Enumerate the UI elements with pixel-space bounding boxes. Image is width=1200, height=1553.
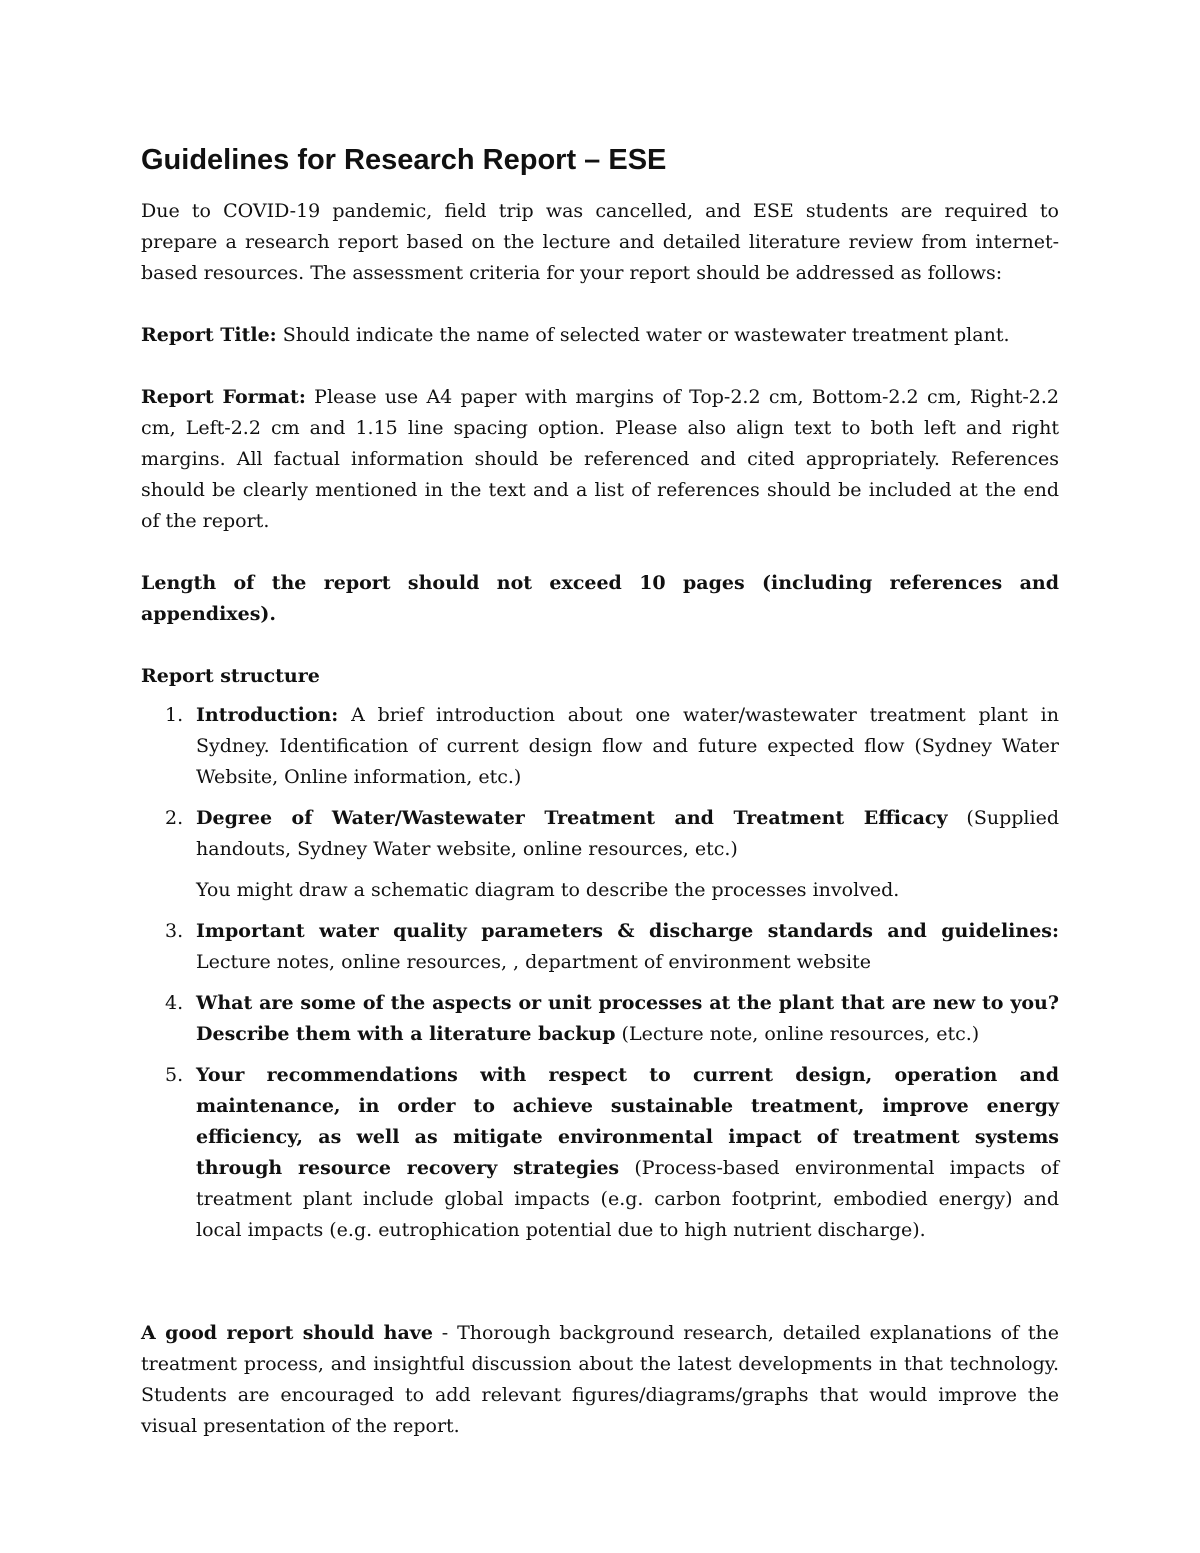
list-item-text: Lecture notes, online resources, , department of environment website [196, 951, 872, 973]
list-number: 4. [165, 992, 184, 1014]
list-item-bold: What are some of the aspects or unit processes at the plant that are new to you? Describe them with a literature backup [196, 992, 1059, 1045]
report-title-paragraph [141, 320, 1059, 351]
spacer [141, 537, 1059, 568]
good-report-label: A good report should have [141, 1322, 433, 1344]
list-number: 1. [165, 704, 184, 726]
list-item [141, 700, 1059, 793]
list-item-bold: Degree of Water/Wastewater Treatment and Treatment Efficacy [196, 807, 948, 829]
list-item [141, 1060, 1059, 1246]
structure-heading: Report structure [141, 665, 320, 687]
list-number: 3. [165, 920, 184, 942]
report-format-text: Please use A4 paper with margins of Top-2.2 cm, Bottom-2.2 cm, Right-2.2 cm, Left-2.2 cm and 1.15 line spacing option. Please also align text to both left and right margins. All factual information should be referenced and cited appropriately. References should be clearly mentioned in the text and a list of references should be included at the end of the report. [141, 386, 1060, 532]
good-report-paragraph [141, 1318, 1059, 1442]
report-title-label: Report Title: [141, 324, 277, 346]
report-title-text: Should indicate the name of selected water or wastewater treatment plant. [276, 324, 1010, 346]
list-item-text: (Lecture note, online resources, etc.) [615, 1023, 980, 1045]
list-number: 2. [165, 807, 184, 829]
list-item-text: (Process-based environmental impacts of treatment plant include global impacts (e.g. carbon footprint, embodied energy) and local impacts (e.g. eutrophication potential due to high nutrient discharge). [196, 1157, 1060, 1241]
spacer [141, 1256, 1059, 1318]
list-item-bold: Your recommendations with respect to current design, operation and maintenance, in order to achieve sustainable treatment, improve energy efficiency, as well as mitigate environmental impact of treatment systems through resource recovery strategies [196, 1064, 1059, 1179]
good-report-text: - Thorough background research, detailed explanations of the treatment process, and insightful discussion about the latest developments in that technology. Students are encouraged to add relevant figures/diagrams/graphs that would improve the visual presentation of the report. [141, 1322, 1060, 1437]
list-item-bold: Introduction: [196, 704, 339, 726]
list-item-text: (Supplied handouts, Sydney Water website, online resources, etc.) [196, 807, 1059, 860]
spacer [141, 289, 1059, 320]
intro-paragraph: Due to COVID-19 pandemic, field trip was cancelled, and ESE students are required to prepare a research report based on the lecture and detailed literature review from internet-based resources. The assessment criteria for your report should be addressed as follows: [141, 200, 1059, 284]
spacer [141, 630, 1059, 661]
document-page [141, 140, 1059, 1442]
report-format-paragraph [141, 382, 1059, 537]
list-item [141, 916, 1059, 978]
structure-list [141, 700, 1059, 1246]
spacer [141, 351, 1059, 382]
report-format-label: Report Format: [141, 386, 306, 408]
list-item-subparagraph: You might draw a schematic diagram to describe the processes involved. [196, 879, 900, 901]
list-item-text: A brief introduction about one water/wastewater treatment plant in Sydney. Identification of current design flow and future expected flow (Sydney Water Website, Online information, etc.) [196, 704, 1059, 788]
list-number: 5. [165, 1064, 184, 1086]
page-title: Guidelines for Research Report – ESE [141, 144, 667, 176]
list-item [141, 988, 1059, 1050]
length-note: Length of the report should not exceed 10 pages (including references and appendixes). [141, 572, 1059, 625]
list-item-bold: Important water quality parameters & discharge standards and guidelines: [196, 920, 1059, 942]
list-item [141, 803, 1059, 906]
